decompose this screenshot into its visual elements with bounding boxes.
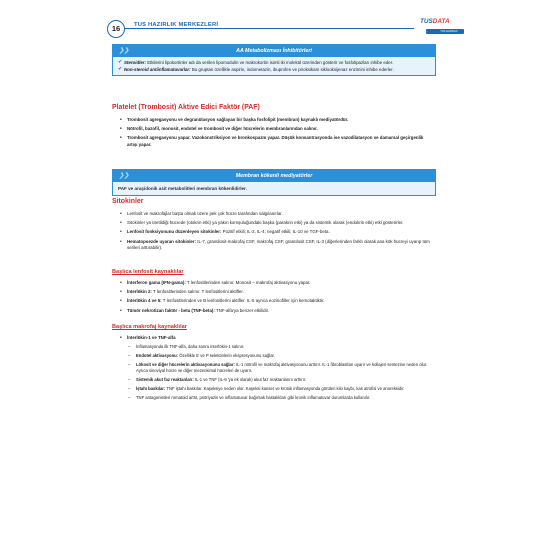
list-item: • Trombosit agregasyonu yapar. Vazokonstriksiyon ve bronkospazm yapar. Düşük konsantrasyonda ise vazodilatasyon ve damarsal geçirgenlik artışı yapar.: [120, 135, 434, 148]
sub-item: – Endotel aktivasyonu: Özellikle E ve P selektinlerin ekspresyonunu sağlar.: [128, 353, 434, 359]
tusdata-logo: [416, 15, 458, 39]
page-number: 16: [107, 20, 125, 38]
logo-wordmark: TUSDATA: [420, 18, 450, 25]
membrane-mediators-box-header: [113, 170, 435, 182]
list-item: • Tümör nekrotizan faktör - beta (TNF-beta): TNF-alfa'ya benzer etkilidir.: [120, 308, 434, 315]
list-item: • İnterlökin 4 ve 5: T lenfositlerinden ve B lenfositlerini aktifler. IL-5 ayrıca eozinofiller için kemotaktiktir.: [120, 298, 434, 305]
sub-item: – Lökosit ve diğer hücrelerin aktivasyonunu sağlar: IL-1 nötrofil ve makrofaj aktivasyonunu arttırır. IL-1 fibroblastları uyarır ve kollajen sentezine neden olur. Ayrıca sinoviyal hücre ve diğer mezenkimal hücreleri de uyarır.: [128, 362, 434, 375]
list-item: • Nötrofil, bazofil, monosit, endotel ve trombosit ve diğer hücrelerin membranlarından salınır.: [120, 126, 434, 133]
membrane-mediators-box-title: Membran kökenli mediyatörler: [235, 173, 313, 179]
cytokines-list: [120, 211, 434, 254]
chevron-icon: ❯❯: [119, 48, 130, 54]
list-item: • Hematopoezde uyaran sitokinler: IL-7, granülosit-makrofaj CSF, makrofaj CSF, granülosit CSF, IL-3 (diğerlerinden farklı olarak ana kök hücreyi uyarıp tüm serileri arttırabilir).: [120, 239, 434, 252]
list-item: • İnterlökin 2: T lenfositlerinden salınır. T lenfositlerini aktifler.: [120, 289, 434, 296]
box-row: ✔ Non-steroid antiinflamatuvarlar: Bu gruptan özellikle aspirin, indometazin, ibuprofen ve piroksikam siklooksijenaz enzimini inhibe ederler.: [118, 66, 394, 73]
check-icon: ✔: [118, 66, 123, 73]
sub-item: – TNF antagonistleri romatoid artrit, psöriyazis ve inflamatuvar bağırsak hastalıkları gibi kronik inflamatuvar durumlarda kullanılır.: [128, 395, 434, 401]
logo-subtitle: – TUS HAZIRLIK MERKEZLERİ: [426, 29, 464, 34]
sub-item: – İştahı baskılar: TNF iştahı baskılar. Kaşeksiye neden olur. Kaşeksi kanser ve kronik inflamasyonda görülen kilo kaybı, kas atrofisi ve anoreksidir.: [128, 386, 434, 392]
list-item: • Trombosit agregasyonu ve degranülasyon sağlayan bir başka fosfolipit (membran) kaynaklı mediyatördür.: [120, 117, 434, 124]
box-row: ✔ Steroidler: Etkilerini lipokortinler adı da verilen lipomodulin ve makrokortin isimli iki molekül üzerinden gösterir ve fosfolipazları inhibe eder.: [118, 59, 394, 65]
list-item: • İnterferon gama (IFN-gama): T lenfositlerinden salınır. Monosit – makrofaj aktivasyonu yapar.: [120, 280, 434, 287]
aa-metabolism-box-body: [113, 57, 435, 75]
list-item: • İnterlökin-1 ve TNF-alfa: [120, 335, 434, 342]
list-item: • Lenfosit ve makrofajlar başta olmak üzere pek çok hücre tarafından salgılanırlar.: [120, 211, 434, 218]
aa-metabolism-box-title: AA Metabolizması İnhibitörleri: [236, 48, 312, 54]
aa-metabolism-box: [112, 44, 436, 76]
lymphocyte-list: [120, 280, 434, 317]
sub-item: – İnflamasyonda ilk TNF-alfa, daha sonra interlökin-1 salınır.: [128, 344, 434, 350]
membrane-mediators-text: PAF ve araşidonik asit metabolitleri membran kökenlidirler.: [113, 182, 435, 195]
lymphocyte-heading: Başlıca lenfosit kaynaklılar: [112, 269, 184, 275]
cytokines-heading: Sitokinler: [112, 198, 144, 205]
header-rule: [124, 28, 414, 29]
check-icon: ✔: [118, 59, 123, 65]
aa-metabolism-box-header: [113, 45, 435, 57]
list-item: • Sitokinler ya üretildiği hücrede (otokrin etki) ya yakın komşuluğundaki başka (parakrin etki) ya da sistemik olarak (endokrin etki) etki gösterirler.: [120, 220, 434, 227]
macrophage-list: [120, 335, 434, 403]
list-item: • Lenfosit fonksiyonunu düzenleyen sitokinler: Pozitif etkili; IL-2, IL-4; negatif etkili; IL-10 ve TGF-beta.: [120, 229, 434, 236]
paf-heading: Platelet (Trombosit) Aktive Edici Faktör (PAF): [112, 104, 260, 111]
chevron-icon: ❯❯: [119, 173, 130, 179]
sub-item: – Sistemik akut faz reaktanları: IL-1 ve TNF (IL-6 'ya ek olarak) akut faz reaktanlarını arttırır.: [128, 377, 434, 383]
paf-list: [120, 117, 434, 151]
header-title: TUS HAZIRLIK MERKEZLERİ: [134, 22, 219, 28]
membrane-mediators-box: [112, 169, 436, 196]
macrophage-heading: Başlıca makrofaj kaynaklılar: [112, 324, 187, 330]
